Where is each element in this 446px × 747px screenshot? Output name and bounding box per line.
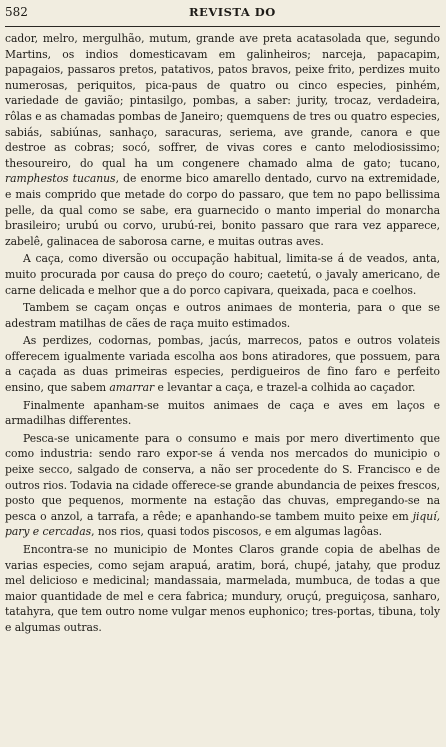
header-rule	[5, 26, 440, 27]
text-segment: Tambem se caçam onças e outros animaes de monteria, para o que se adestram matilhas de cães de raça muito estimados.	[5, 301, 440, 330]
paragraph	[5, 300, 440, 331]
text-segment: , de enorme bico amarello dentado, curvo na extremidade, e mais comprido que metade do corpo do passaro, que tem no papo bellissima pelle, da qual como se sabe, era guarnecido o manto imperial do monarcha brasileiro; urubú ou corvo, urubú-rei, bonito passaro que rara vez apparece, zabelê, galinacea de saborosa carne, e muitas outras aves.	[5, 172, 440, 248]
text-segment: e levantar a caça, e trazel-a colhida ao caçador.	[154, 381, 416, 395]
text-segment: , nos rios, quasi todos piscosos, e em algumas lagôas.	[91, 525, 383, 539]
running-title: REVISTA DO	[189, 5, 276, 19]
italic-text: amarrar	[109, 381, 155, 395]
italic-text: jiquí, pary e cercadas	[5, 509, 440, 539]
body-text	[5, 31, 440, 636]
paragraph	[5, 251, 440, 298]
paragraph	[5, 431, 440, 540]
paragraph	[5, 542, 440, 636]
text-segment: Encontra-se no municipio de Montes Claros grande copia de abelhas de varias especies, como sejam arapuá, aratim, borá, chupé, jatahy, que produz mel delicioso e medicinal; mandassaia, marmelada, mumbuca, de todas a que maior quantidade de mel e cera fabrica; mundury, oruçú, preguiçosa, sanharo, tatahyra, que tem outro nome vulgar menos euphonico; tres-portas, tibuna, toly e algumas outras.	[5, 543, 440, 634]
text-segment: Pesca-se unicamente para o consumo e mais por mero divertimento que como industria: sendo raro expor-se á venda nos mercados do municipio o peixe secco, salgado de conserva, a não ser procedente do S. Francisco e de outros rios. Todavia na cidade offerece-se grande abundancia de peixes frescos, posto que pequenos, mormente na estação das chuvas, empregando-se na pesca o anzol, a tarrafa, a rêde; e apanhando-se tambem muito peixe em	[5, 431, 440, 523]
page-number: 582	[5, 5, 28, 19]
text-segment: cador, melro, mergulhão, mutum, grande ave preta acatasolada que, segundo Martins, os indios domesticavam em galinheiros; narceja, papacapim, papagaios, passaros pretos, patativos, patos bravos, peixe frito, perdizes muito numerosas, periquitos, pica-paus de quatro ou cinco especies, pinhém, variedade de gavião; pintasilgo, pombas, a saber: jurity, trocaz, verdadeira, rôlas e as chamadas pombas de Janeiro; quemquens de tres ou quatro especies, sabiás, sabiúnas, sanhaço, saracuras, seriema, ave grande, canora e que destroe as cobras; socó, soffrer, de vivas cores e canto melodiosissimo; thesoureiro, do qual ha um congenere chamado alma de gato; tucano,	[5, 32, 440, 170]
paragraph	[5, 31, 440, 249]
paragraph	[5, 333, 440, 395]
text-segment: As perdizes, codornas, pombas, jacús, marrecos, patos e outros volateis offerecem igualmente variada escolha aos bons atiradores, que possuem, para a caçada as duas primeiras especies, perdigueiros de fino faro e perfeito ensino, que sabem	[5, 334, 440, 395]
page-header	[5, 5, 440, 25]
paragraph	[5, 398, 440, 429]
italic-text: ramphestos tucanus	[5, 172, 116, 186]
text-segment: Finalmente apanham-se muitos animaes de caça e aves em laços e armadilhas differentes.	[5, 398, 440, 428]
text-segment: A caça, como diversão ou occupação habitual, limita-se á de veados, anta, muito procurada por causa do preço do couro; caetetú, o javaly americano, de carne delicada e melhor que a do porco capivara, queixada, paca e coelhos.	[5, 252, 440, 297]
